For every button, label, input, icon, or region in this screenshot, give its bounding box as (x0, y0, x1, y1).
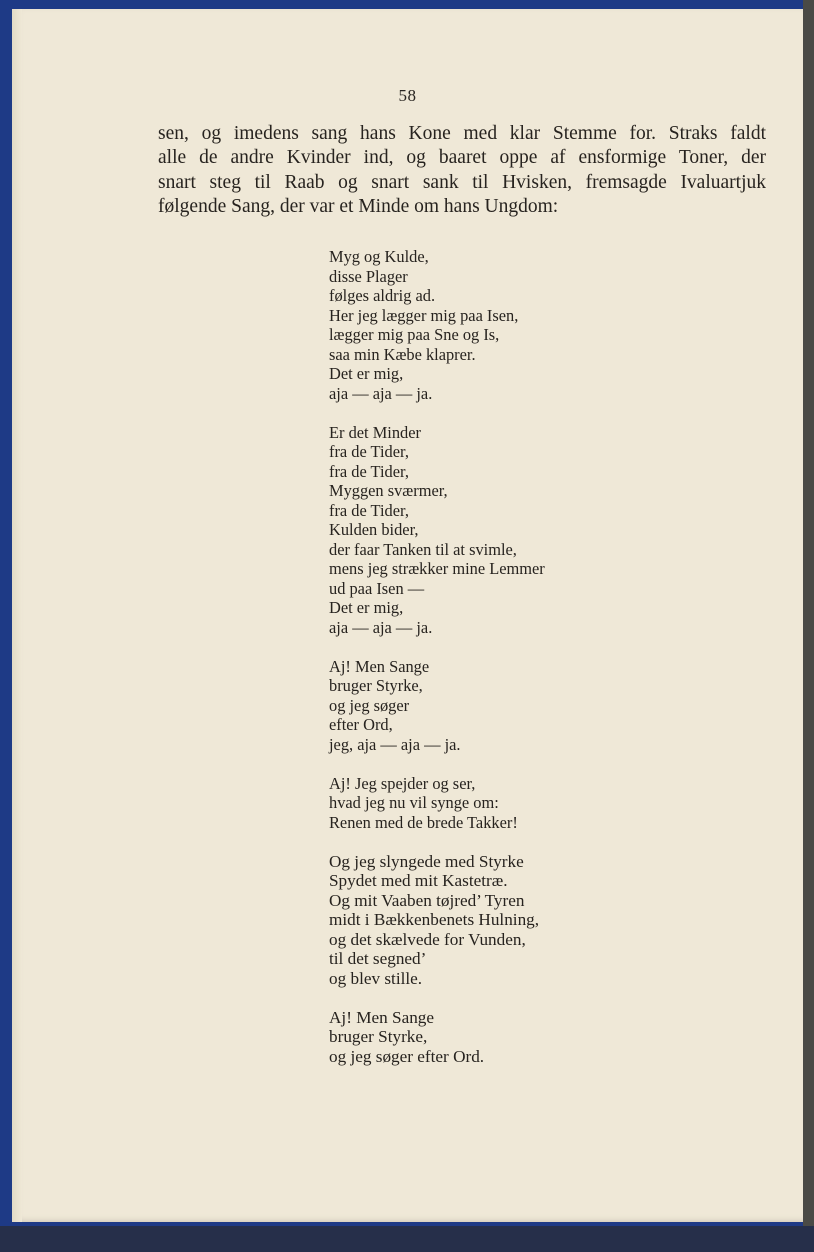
verse-line: bruger Styrke, (329, 676, 423, 695)
book-binding-bottom (0, 1226, 814, 1252)
page-number: 58 (398, 86, 417, 105)
verse-line: jeg, aja — aja — ja. (329, 734, 461, 754)
verse-line: ud paa Isen — (329, 578, 425, 598)
prose-line: alle de andre Kvinder ind, og baaret oppe af ensformige Toner, der (158, 147, 766, 169)
verse-line: efter Ord, (329, 715, 393, 734)
verse-line: og det skælvede for Vunden, (329, 929, 526, 949)
verse-line: Aj! Jeg spejder og ser, (329, 773, 476, 793)
verse-line: og blev stille. (329, 968, 423, 988)
verse-line: saa min Kæbe klaprer. (329, 344, 476, 364)
prose-line: sen, og imedens sang hans Kone med klar Stemme for. Straks faldt (158, 123, 766, 144)
verse-line: fra de Tider, (329, 461, 409, 481)
poem-stanza-3 (329, 657, 619, 755)
poem-stanza-2 (329, 423, 619, 638)
verse-line: mens jeg strækker mine Lemmer (329, 559, 545, 578)
book-page (12, 9, 803, 1222)
verse-line: følges aldrig ad. (329, 286, 436, 305)
verse-line: Aj! Men Sange (329, 1007, 435, 1027)
poem-stanza-5 (329, 852, 619, 989)
verse-line: bruger Styrke, (329, 1027, 428, 1046)
poem-stanza-1 (329, 247, 619, 403)
verse-line: fra de Tider, (329, 500, 409, 520)
verse-line: til det segned’ (329, 949, 427, 968)
verse-line: disse Plager (329, 266, 408, 286)
verse-line: der faar Tanken til at svimle, (329, 539, 517, 559)
verse-line: Det er mig, (329, 364, 404, 383)
verse-line: Myg og Kulde, (329, 247, 429, 266)
verse-line: fra de Tider, (329, 442, 409, 461)
prose-line: snart steg til Raab og snart sank til Hvisken, fremsagde Ivaluartjuk (158, 171, 766, 193)
verse-line: aja — aja — ja. (329, 617, 433, 637)
poem-stanza-4 (329, 774, 619, 833)
verse-line: Er det Minder (329, 422, 421, 442)
verse-line: lægger mig paa Sne og Is, (329, 325, 500, 344)
page-gutter-shadow (12, 9, 22, 1222)
poem (329, 247, 619, 1086)
verse-line: Aj! Men Sange (329, 656, 430, 676)
verse-line: midt i Bækkenbenets Hulning, (329, 910, 540, 929)
verse-line: Myggen sværmer, (329, 481, 448, 500)
prose-paragraph (158, 122, 766, 219)
book-binding-edge (803, 0, 814, 1252)
verse-line: Det er mig, (329, 598, 404, 617)
prose-line: følgende Sang, der var et Minde om hans Ungdom: (158, 195, 559, 217)
verse-line: aja — aja — ja. (329, 383, 433, 403)
verse-line: Spydet med mit Kastetræ. (329, 871, 508, 890)
verse-line: Og jeg slyngede med Styrke (329, 851, 524, 871)
verse-line: hvad jeg nu vil synge om: (329, 793, 499, 812)
poem-stanza-6 (329, 1008, 619, 1067)
verse-line: Her jeg lægger mig paa Isen, (329, 305, 519, 325)
verse-line: Renen med de brede Takker! (329, 812, 518, 832)
verse-line: og jeg søger efter Ord. (329, 1046, 485, 1066)
verse-line: Og mit Vaaben tøjred’ Tyren (329, 890, 525, 910)
verse-line: og jeg søger (329, 695, 410, 715)
verse-line: Kulden bider, (329, 520, 419, 539)
